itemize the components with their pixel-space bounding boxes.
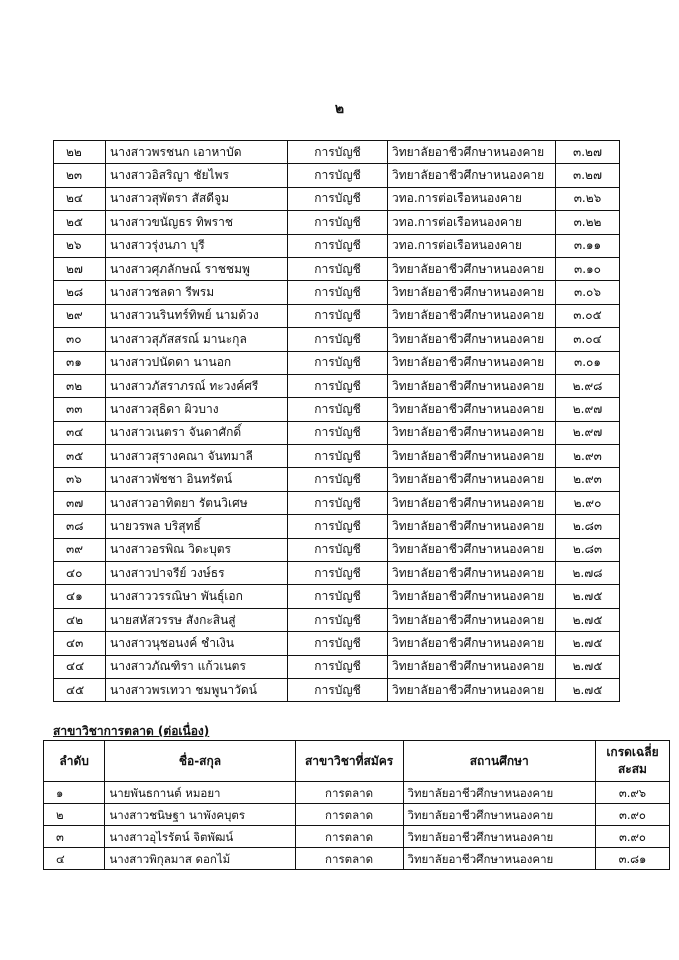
major-cell: การบัญชี xyxy=(288,304,388,327)
table-row xyxy=(44,826,670,848)
gpa-cell: ๒.๗๕ xyxy=(556,632,620,655)
major-cell: การบัญชี xyxy=(288,538,388,561)
student-name-cell: นางสาวสุรางคณา จันทมาลี xyxy=(106,445,288,468)
gpa-cell: ๒.๙๗ xyxy=(556,421,620,444)
table-row xyxy=(54,585,620,608)
student-name-cell: นางสาวพรเทวา ชมพูนาวัดน์ xyxy=(106,678,288,701)
major-cell: การบัญชี xyxy=(288,257,388,280)
major-cell: การบัญชี xyxy=(288,515,388,538)
major-cell: การบัญชี xyxy=(288,421,388,444)
student-name-cell: นางสาวนรินทร์ทิพย์ นามด้วง xyxy=(106,304,288,327)
student-name-cell: นายสหัสวรรษ สังกะสินสู่ xyxy=(106,608,288,631)
row-number-cell: ๓๙ xyxy=(54,538,106,561)
table-row xyxy=(54,562,620,585)
table-row xyxy=(54,398,620,421)
student-name-cell: นางสาวศุภลักษณ์ ราชชมพู xyxy=(106,257,288,280)
row-number-cell: ๒๓ xyxy=(54,164,106,187)
table-row xyxy=(54,445,620,468)
major-cell: การบัญชี xyxy=(288,211,388,234)
school-cell: วิทยาลัยอาชีวศึกษาหนองคาย xyxy=(388,281,556,304)
student-name-cell: นางสาวอิสริญา ชัยไพร xyxy=(106,164,288,187)
row-number-cell: ๒๖ xyxy=(54,234,106,257)
gpa-cell: ๒.๙๗ xyxy=(556,398,620,421)
accounting-table xyxy=(53,140,620,702)
header-school: สถานศึกษา xyxy=(403,741,595,782)
school-cell: วิทยาลัยอาชีวศึกษาหนองคาย xyxy=(388,491,556,514)
school-cell: วิทยาลัยอาชีวศึกษาหนองคาย xyxy=(388,257,556,280)
row-number-cell: ๓๓ xyxy=(54,398,106,421)
table-row xyxy=(54,632,620,655)
row-number-cell: ๔๒ xyxy=(54,608,106,631)
school-cell: วิทยาลัยอาชีวศึกษาหนองคาย xyxy=(388,328,556,351)
major-cell: การบัญชี xyxy=(288,234,388,257)
gpa-cell: ๓.๐๕ xyxy=(556,304,620,327)
school-cell: วิทยาลัยอาชีวศึกษาหนองคาย xyxy=(403,782,595,804)
school-cell: วิทยาลัยอาชีวศึกษาหนองคาย xyxy=(403,804,595,826)
major-cell: การบัญชี xyxy=(288,164,388,187)
gpa-cell: ๓.๐๖ xyxy=(556,281,620,304)
school-cell: วิทยาลัยอาชีวศึกษาหนองคาย xyxy=(388,141,556,164)
row-number-cell: ๑ xyxy=(44,782,105,804)
table-row xyxy=(54,328,620,351)
header-no: ลำดับ xyxy=(44,741,105,782)
row-number-cell: ๔๓ xyxy=(54,632,106,655)
table-row xyxy=(54,351,620,374)
row-number-cell: ๒๘ xyxy=(54,281,106,304)
header-gpa-line1: เกรดเฉลี่ย xyxy=(606,745,659,759)
student-name-cell: นางสาวสุภัสสรณ์ มานะกุล xyxy=(106,328,288,351)
gpa-cell: ๒.๘๓ xyxy=(556,538,620,561)
gpa-cell: ๓.๐๑ xyxy=(556,351,620,374)
gpa-cell: ๓.๘๑ xyxy=(595,848,669,870)
student-name-cell: นางสาวปนัดดา นานอก xyxy=(106,351,288,374)
major-cell: การบัญชี xyxy=(288,632,388,655)
school-cell: วิทยาลัยอาชีวศึกษาหนองคาย xyxy=(388,164,556,187)
row-number-cell: ๓๐ xyxy=(54,328,106,351)
major-cell: การบัญชี xyxy=(288,328,388,351)
table-row xyxy=(54,538,620,561)
school-cell: วิทยาลัยอาชีวศึกษาหนองคาย xyxy=(388,304,556,327)
row-number-cell: ๓๖ xyxy=(54,468,106,491)
major-cell: การบัญชี xyxy=(288,585,388,608)
row-number-cell: ๔ xyxy=(44,848,105,870)
table-row xyxy=(54,655,620,678)
school-cell: วิทยาลัยอาชีวศึกษาหนองคาย xyxy=(388,374,556,397)
student-name-cell: นางสาวขนัญธร ทิพราช xyxy=(106,211,288,234)
major-cell: การตลาด xyxy=(295,848,403,870)
marketing-table xyxy=(43,740,670,870)
table-row xyxy=(54,211,620,234)
table-row xyxy=(54,281,620,304)
gpa-cell: ๒.๙๐ xyxy=(556,491,620,514)
gpa-cell: ๓.๒๗ xyxy=(556,141,620,164)
major-cell: การตลาด xyxy=(295,826,403,848)
row-number-cell: ๓๕ xyxy=(54,445,106,468)
table-row xyxy=(44,848,670,870)
major-cell: การบัญชี xyxy=(288,374,388,397)
major-cell: การตลาด xyxy=(295,782,403,804)
row-number-cell: ๓๔ xyxy=(54,421,106,444)
major-cell: การบัญชี xyxy=(288,141,388,164)
major-cell: การบัญชี xyxy=(288,351,388,374)
major-cell: การบัญชี xyxy=(288,398,388,421)
table-row xyxy=(44,782,670,804)
student-name-cell: นางสาวพิกุลมาส ดอกไม้ xyxy=(105,848,295,870)
row-number-cell: ๒๙ xyxy=(54,304,106,327)
table-row xyxy=(54,421,620,444)
student-name-cell: นางสาวนุชอนงค์ ชำเงิน xyxy=(106,632,288,655)
table-row xyxy=(44,804,670,826)
table-row xyxy=(54,678,620,701)
gpa-cell: ๒.๗๕ xyxy=(556,608,620,631)
student-name-cell: นางสาวอุไรรัตน์ จิตพัฒน์ xyxy=(105,826,295,848)
student-name-cell: นางสาวพัชชา อินทรัตน์ xyxy=(106,468,288,491)
row-number-cell: ๒๕ xyxy=(54,211,106,234)
school-cell: วทอ.การต่อเรือหนองคาย xyxy=(388,187,556,210)
school-cell: วิทยาลัยอาชีวศึกษาหนองคาย xyxy=(388,445,556,468)
school-cell: วิทยาลัยอาชีวศึกษาหนองคาย xyxy=(388,398,556,421)
major-cell: การบัญชี xyxy=(288,491,388,514)
gpa-cell: ๒.๗๕ xyxy=(556,655,620,678)
row-number-cell: ๒๗ xyxy=(54,257,106,280)
student-name-cell: นางสาวรุ่งนภา บุรี xyxy=(106,234,288,257)
header-gpa-line2: สะสม xyxy=(617,762,647,776)
student-name-cell: นางสาวภัณฑิรา แก้วเนตร xyxy=(106,655,288,678)
table-row xyxy=(54,304,620,327)
row-number-cell: ๓๗ xyxy=(54,491,106,514)
table-row xyxy=(54,491,620,514)
school-cell: วิทยาลัยอาชีวศึกษาหนองคาย xyxy=(388,515,556,538)
student-name-cell: นางสาวสุธิดา ผิวบาง xyxy=(106,398,288,421)
school-cell: วทอ.การต่อเรือหนองคาย xyxy=(388,234,556,257)
school-cell: วิทยาลัยอาชีวศึกษาหนองคาย xyxy=(388,351,556,374)
table-row xyxy=(54,164,620,187)
gpa-cell: ๓.๒๒ xyxy=(556,211,620,234)
student-name-cell: นางสาวอาทิตยา รัตนวิเศษ xyxy=(106,491,288,514)
school-cell: วิทยาลัยอาชีวศึกษาหนองคาย xyxy=(388,562,556,585)
section-title: สาขาวิชาการตลาด (ต่อเนื่อง) xyxy=(53,724,210,738)
student-name-cell: นางสาววรรณิษา พันธุ์เอก xyxy=(106,585,288,608)
gpa-cell: ๒.๗๘ xyxy=(556,562,620,585)
gpa-cell: ๓.๒๖ xyxy=(556,187,620,210)
gpa-cell: ๒.๙๓ xyxy=(556,468,620,491)
header-name: ชื่อ-สกุล xyxy=(105,741,295,782)
row-number-cell: ๔๑ xyxy=(54,585,106,608)
row-number-cell: ๓ xyxy=(44,826,105,848)
major-cell: การบัญชี xyxy=(288,281,388,304)
gpa-cell: ๓.๙๐ xyxy=(595,826,669,848)
table-row xyxy=(54,608,620,631)
gpa-cell: ๓.๒๗ xyxy=(556,164,620,187)
school-cell: วิทยาลัยอาชีวศึกษาหนองคาย xyxy=(388,585,556,608)
major-cell: การบัญชี xyxy=(288,187,388,210)
school-cell: วิทยาลัยอาชีวศึกษาหนองคาย xyxy=(388,678,556,701)
student-name-cell: นางสาวอรพิณ วิดะบุตร xyxy=(106,538,288,561)
school-cell: วิทยาลัยอาชีวศึกษาหนองคาย xyxy=(388,538,556,561)
major-cell: การบัญชี xyxy=(288,562,388,585)
school-cell: วิทยาลัยอาชีวศึกษาหนองคาย xyxy=(388,632,556,655)
row-number-cell: ๔๐ xyxy=(54,562,106,585)
major-cell: การตลาด xyxy=(295,804,403,826)
row-number-cell: ๒ xyxy=(44,804,105,826)
row-number-cell: ๓๘ xyxy=(54,515,106,538)
table-row xyxy=(54,515,620,538)
row-number-cell: ๒๒ xyxy=(54,141,106,164)
major-cell: การบัญชี xyxy=(288,468,388,491)
header-gpa xyxy=(595,741,669,782)
row-number-cell: ๔๕ xyxy=(54,678,106,701)
major-cell: การบัญชี xyxy=(288,655,388,678)
student-name-cell: นางสาวภัสราภรณ์ ทะวงค์ศรี xyxy=(106,374,288,397)
gpa-cell: ๓.๙๖ xyxy=(595,782,669,804)
header-major: สาขาวิชาที่สมัคร xyxy=(295,741,403,782)
student-name-cell: นางสาวชลดา รีพรม xyxy=(106,281,288,304)
school-cell: วิทยาลัยอาชีวศึกษาหนองคาย xyxy=(403,848,595,870)
school-cell: วิทยาลัยอาชีวศึกษาหนองคาย xyxy=(388,608,556,631)
school-cell: วิทยาลัยอาชีวศึกษาหนองคาย xyxy=(403,826,595,848)
gpa-cell: ๒.๘๓ xyxy=(556,515,620,538)
school-cell: วิทยาลัยอาชีวศึกษาหนองคาย xyxy=(388,468,556,491)
student-name-cell: นางสาวพรชนก เอาหาบัด xyxy=(106,141,288,164)
major-cell: การบัญชี xyxy=(288,445,388,468)
table-row xyxy=(54,468,620,491)
student-name-cell: นางสาวสุพัตรา สัสดีจูม xyxy=(106,187,288,210)
school-cell: วิทยาลัยอาชีวศึกษาหนองคาย xyxy=(388,421,556,444)
student-name-cell: นายวรพล บริสุทธิ์ xyxy=(106,515,288,538)
gpa-cell: ๓.๑๑ xyxy=(556,234,620,257)
school-cell: วทอ.การต่อเรือหนองคาย xyxy=(388,211,556,234)
row-number-cell: ๒๔ xyxy=(54,187,106,210)
table-row xyxy=(54,187,620,210)
gpa-cell: ๒.๙๘ xyxy=(556,374,620,397)
gpa-cell: ๓.๙๐ xyxy=(595,804,669,826)
table-row xyxy=(54,141,620,164)
gpa-cell: ๒.๗๕ xyxy=(556,678,620,701)
gpa-cell: ๒.๙๓ xyxy=(556,445,620,468)
row-number-cell: ๔๔ xyxy=(54,655,106,678)
page-number: ๒ xyxy=(334,101,345,117)
student-name-cell: นางสาวปาจรีย์ วงษ์ธร xyxy=(106,562,288,585)
major-cell: การบัญชี xyxy=(288,678,388,701)
row-number-cell: ๓๒ xyxy=(54,374,106,397)
table-row xyxy=(54,257,620,280)
student-name-cell: นางสาวเนตรา จันดาศักดิ์ xyxy=(106,421,288,444)
school-cell: วิทยาลัยอาชีวศึกษาหนองคาย xyxy=(388,655,556,678)
row-number-cell: ๓๑ xyxy=(54,351,106,374)
gpa-cell: ๒.๗๕ xyxy=(556,585,620,608)
table-header-row xyxy=(44,741,670,782)
table-row xyxy=(54,234,620,257)
gpa-cell: ๓.๐๔ xyxy=(556,328,620,351)
table-row xyxy=(54,374,620,397)
student-name-cell: นายพันธกานต์ หมอยา xyxy=(105,782,295,804)
major-cell: การบัญชี xyxy=(288,608,388,631)
gpa-cell: ๓.๑๐ xyxy=(556,257,620,280)
student-name-cell: นางสาวชนิษฐา นาพังคบุตร xyxy=(105,804,295,826)
